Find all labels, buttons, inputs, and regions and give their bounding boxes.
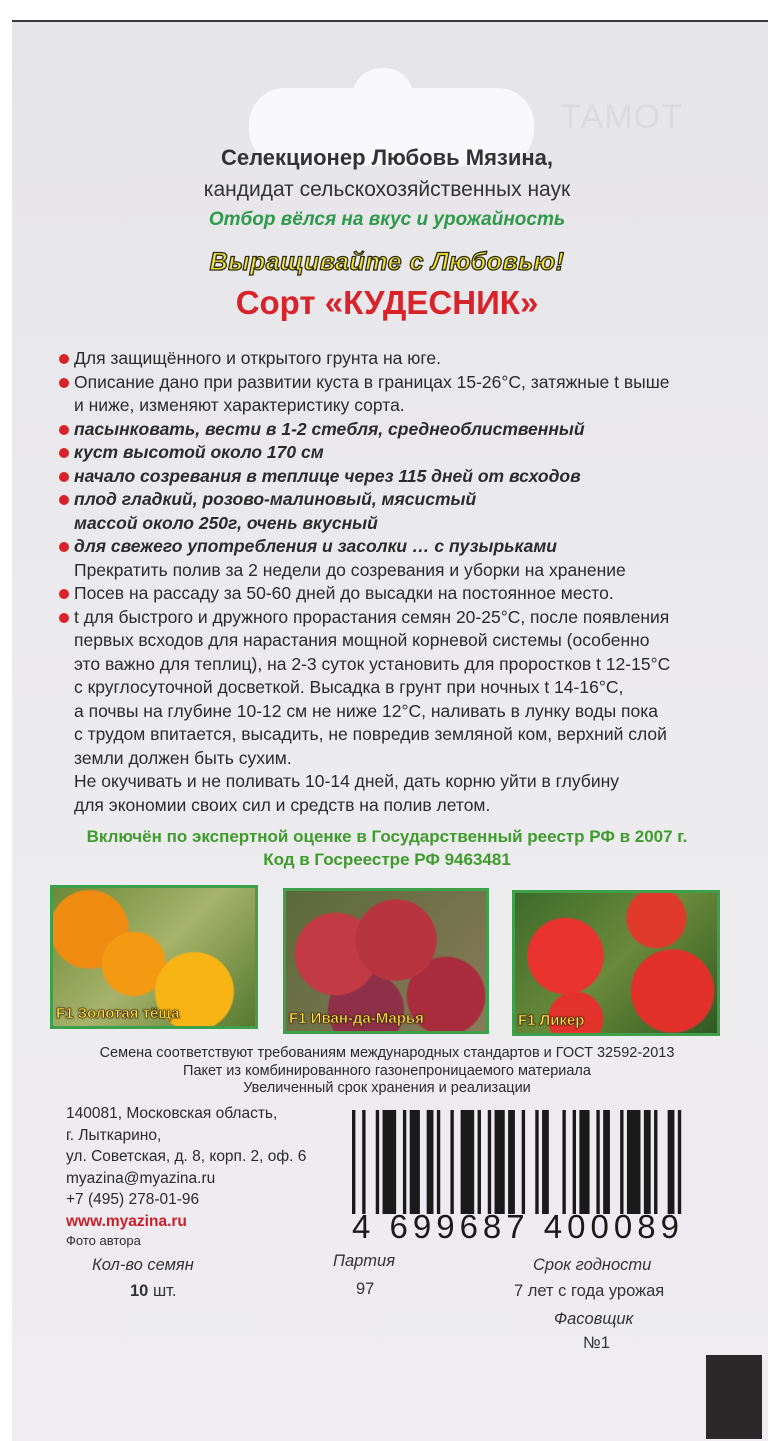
color-mark	[706, 1355, 762, 1439]
barcode-bar	[654, 1110, 657, 1214]
barcode-bar	[596, 1110, 599, 1214]
description-text: с круглосуточной досветкой. Высадка в грунт при ночных t 14-16°C,	[74, 677, 624, 697]
barcode-bar	[535, 1110, 538, 1214]
photo-caption: F1 Золотая тёща	[56, 1005, 180, 1022]
shelf-life-label: Срок годности	[533, 1256, 652, 1274]
description-text: и ниже, изменяют характеристику сорта.	[74, 395, 405, 415]
description-text: земли должен быть сухим.	[74, 747, 292, 768]
barcode-bar	[352, 1110, 355, 1214]
description-text: плод гладкий, розово-малиновый, мясистый	[74, 489, 477, 509]
barcode-bar	[495, 1110, 505, 1214]
description-line	[74, 465, 670, 489]
photo-credit: Фото автора	[66, 1233, 141, 1248]
barcode-bar	[488, 1110, 491, 1214]
bullet-icon	[59, 448, 69, 458]
description-text: Описание дано при развитии куста в границах 15-26°C, затяжные t выше	[74, 371, 670, 392]
description-line	[74, 676, 670, 700]
barcode-bar	[427, 1110, 434, 1214]
bullet-icon	[59, 354, 69, 364]
barcode-bar	[562, 1110, 565, 1214]
barcode-bar	[668, 1110, 675, 1214]
standards-line: Пакет из комбинированного газонепроницаемого материала	[183, 1063, 591, 1079]
bullet-icon	[59, 425, 69, 435]
bullet-icon	[59, 589, 69, 599]
barcode-bar	[437, 1110, 440, 1214]
description-line	[74, 535, 670, 559]
shelf-life-value: 7 лет с года урожая	[514, 1282, 665, 1300]
description	[74, 347, 670, 817]
packer-value: №1	[583, 1334, 610, 1352]
address-line: г. Лыткарино,	[66, 1126, 162, 1144]
seeds-count-label: Кол-во семян	[92, 1256, 194, 1274]
phone: +7 (495) 278-01-96	[66, 1191, 200, 1208]
variety-title: Сорт «КУДЕСНИК»	[235, 284, 539, 321]
description-line	[74, 441, 670, 465]
registry-note: Включён по экспертной оценке в Государственный реестр РФ в 2007 г.	[86, 827, 688, 846]
barcode-bar	[678, 1110, 681, 1214]
description-text: первых всходов для нарастания мощной корневой системы (особенно	[74, 630, 650, 650]
description-text: пасынковать, вести в 1-2 стебля, среднеоблиственный	[74, 418, 585, 439]
description-text: с трудом впитается, высадить, не повредив земляной ком, верхний слой	[74, 724, 667, 744]
barcode-bar	[603, 1110, 610, 1214]
barcode-bar	[362, 1110, 365, 1214]
bullet-icon	[59, 378, 69, 388]
description-text: куст высотой около 170 см	[74, 442, 324, 462]
description-text: Для защищённого и открытого грунта на юге.	[74, 348, 441, 368]
description-line	[74, 418, 670, 442]
description-line	[74, 653, 670, 677]
barcode	[352, 1110, 688, 1214]
address-block	[66, 1103, 306, 1250]
description-text: это важно для теплиц), на 2-3 суток установить для проростков t 12-15°C	[74, 653, 671, 674]
photo-ivan-da-marya	[283, 888, 489, 1034]
barcode-digits: 4 699687 400089	[352, 1208, 684, 1245]
bullet-icon	[59, 542, 69, 552]
description-line	[74, 629, 670, 653]
description-text: Посев на рассаду за 50-60 дней до высадки на постоянное место.	[74, 583, 614, 603]
registry-code: Код в Госреестре РФ 9463481	[263, 850, 511, 869]
photo-zolotaya-tescha	[50, 885, 258, 1029]
watermark: ТАМОТ	[560, 98, 683, 136]
description-line	[74, 747, 670, 771]
barcode-bar	[522, 1110, 525, 1214]
description-text: для свежего употребления и засолки … с пузырьками	[74, 536, 557, 556]
barcode-bar	[573, 1110, 576, 1214]
barcode-bar	[508, 1110, 515, 1214]
barcode-bar	[450, 1110, 453, 1214]
barcode-bar	[410, 1110, 420, 1214]
bullet-icon	[59, 495, 69, 505]
description-text: начало созревания в теплице через 115 дней от всходов	[74, 465, 581, 486]
selection-note: Отбор вёлся на вкус и урожайность	[208, 209, 566, 230]
slogan: Выращивайте с Любовью!	[209, 248, 565, 276]
description-text: а почвы на глубине 10-12 см не ниже 12°C, наливать в лунку воды пока	[74, 700, 658, 721]
breeder-name: Селекционер Любовь Мязина,	[221, 145, 553, 170]
address-line: 140081, Московская область,	[66, 1105, 278, 1122]
description-line	[74, 347, 670, 371]
barcode-bar	[542, 1110, 549, 1214]
photo-caption: F1 Ликер	[518, 1012, 585, 1029]
description-line	[74, 606, 670, 630]
description-text: массой около 250г, очень вкусный	[74, 512, 378, 533]
description-line	[74, 394, 670, 418]
barcode-bar	[644, 1110, 651, 1214]
barcode-bar	[620, 1110, 623, 1214]
barcode-bar	[383, 1110, 397, 1214]
photo-liker	[512, 890, 720, 1036]
description-line	[74, 512, 670, 536]
description-line	[74, 700, 670, 724]
description-line	[74, 371, 670, 395]
address-line: ул. Советская, д. 8, корп. 2, оф. 6	[66, 1148, 307, 1165]
barcode-bar	[579, 1110, 589, 1214]
seeds-count-value	[130, 1282, 177, 1301]
description-line	[74, 488, 670, 512]
batch-label: Партия	[333, 1252, 396, 1270]
description-line	[74, 794, 670, 818]
barcode-bar	[403, 1110, 406, 1214]
photo-caption: F1 Иван-да-Марья	[289, 1010, 424, 1027]
website-link[interactable]: www.myazina.ru	[66, 1212, 187, 1230]
description-line	[74, 559, 670, 583]
barcode-bar	[461, 1110, 475, 1214]
email: myazina@myazina.ru	[66, 1169, 216, 1187]
bullet-icon	[59, 613, 69, 623]
seeds-count-number: 10	[130, 1282, 149, 1300]
packer-label: Фасовщик	[554, 1310, 634, 1328]
barcode-bar	[376, 1110, 379, 1214]
description-line	[74, 723, 670, 747]
seeds-count-unit: шт.	[148, 1282, 177, 1300]
barcode-bar	[478, 1110, 481, 1214]
standards-line: Увеличенный срок хранения и реализации	[243, 1080, 531, 1096]
breeder-degree: кандидат сельскохозяйственных наук	[203, 178, 571, 201]
description-text: для экономии своих сил и средств на полив летом.	[74, 794, 491, 815]
standards-line: Семена соответствуют требованиям международных стандартов и ГОСТ 32592-2013	[99, 1045, 675, 1061]
barcode-bar	[627, 1110, 641, 1214]
description-text: Не окучивать и не поливать 10-14 дней, дать корню уйти в глубину	[74, 771, 620, 791]
bullet-icon	[59, 472, 69, 482]
description-line	[74, 582, 670, 606]
description-text: Прекратить полив за 2 недели до созревания и уборки на хранение	[74, 559, 626, 580]
description-line	[74, 770, 670, 794]
batch-value: 97	[356, 1280, 375, 1298]
description-text: t для быстрого и дружного прорастания семян 20-25°C, после появления	[74, 606, 670, 627]
